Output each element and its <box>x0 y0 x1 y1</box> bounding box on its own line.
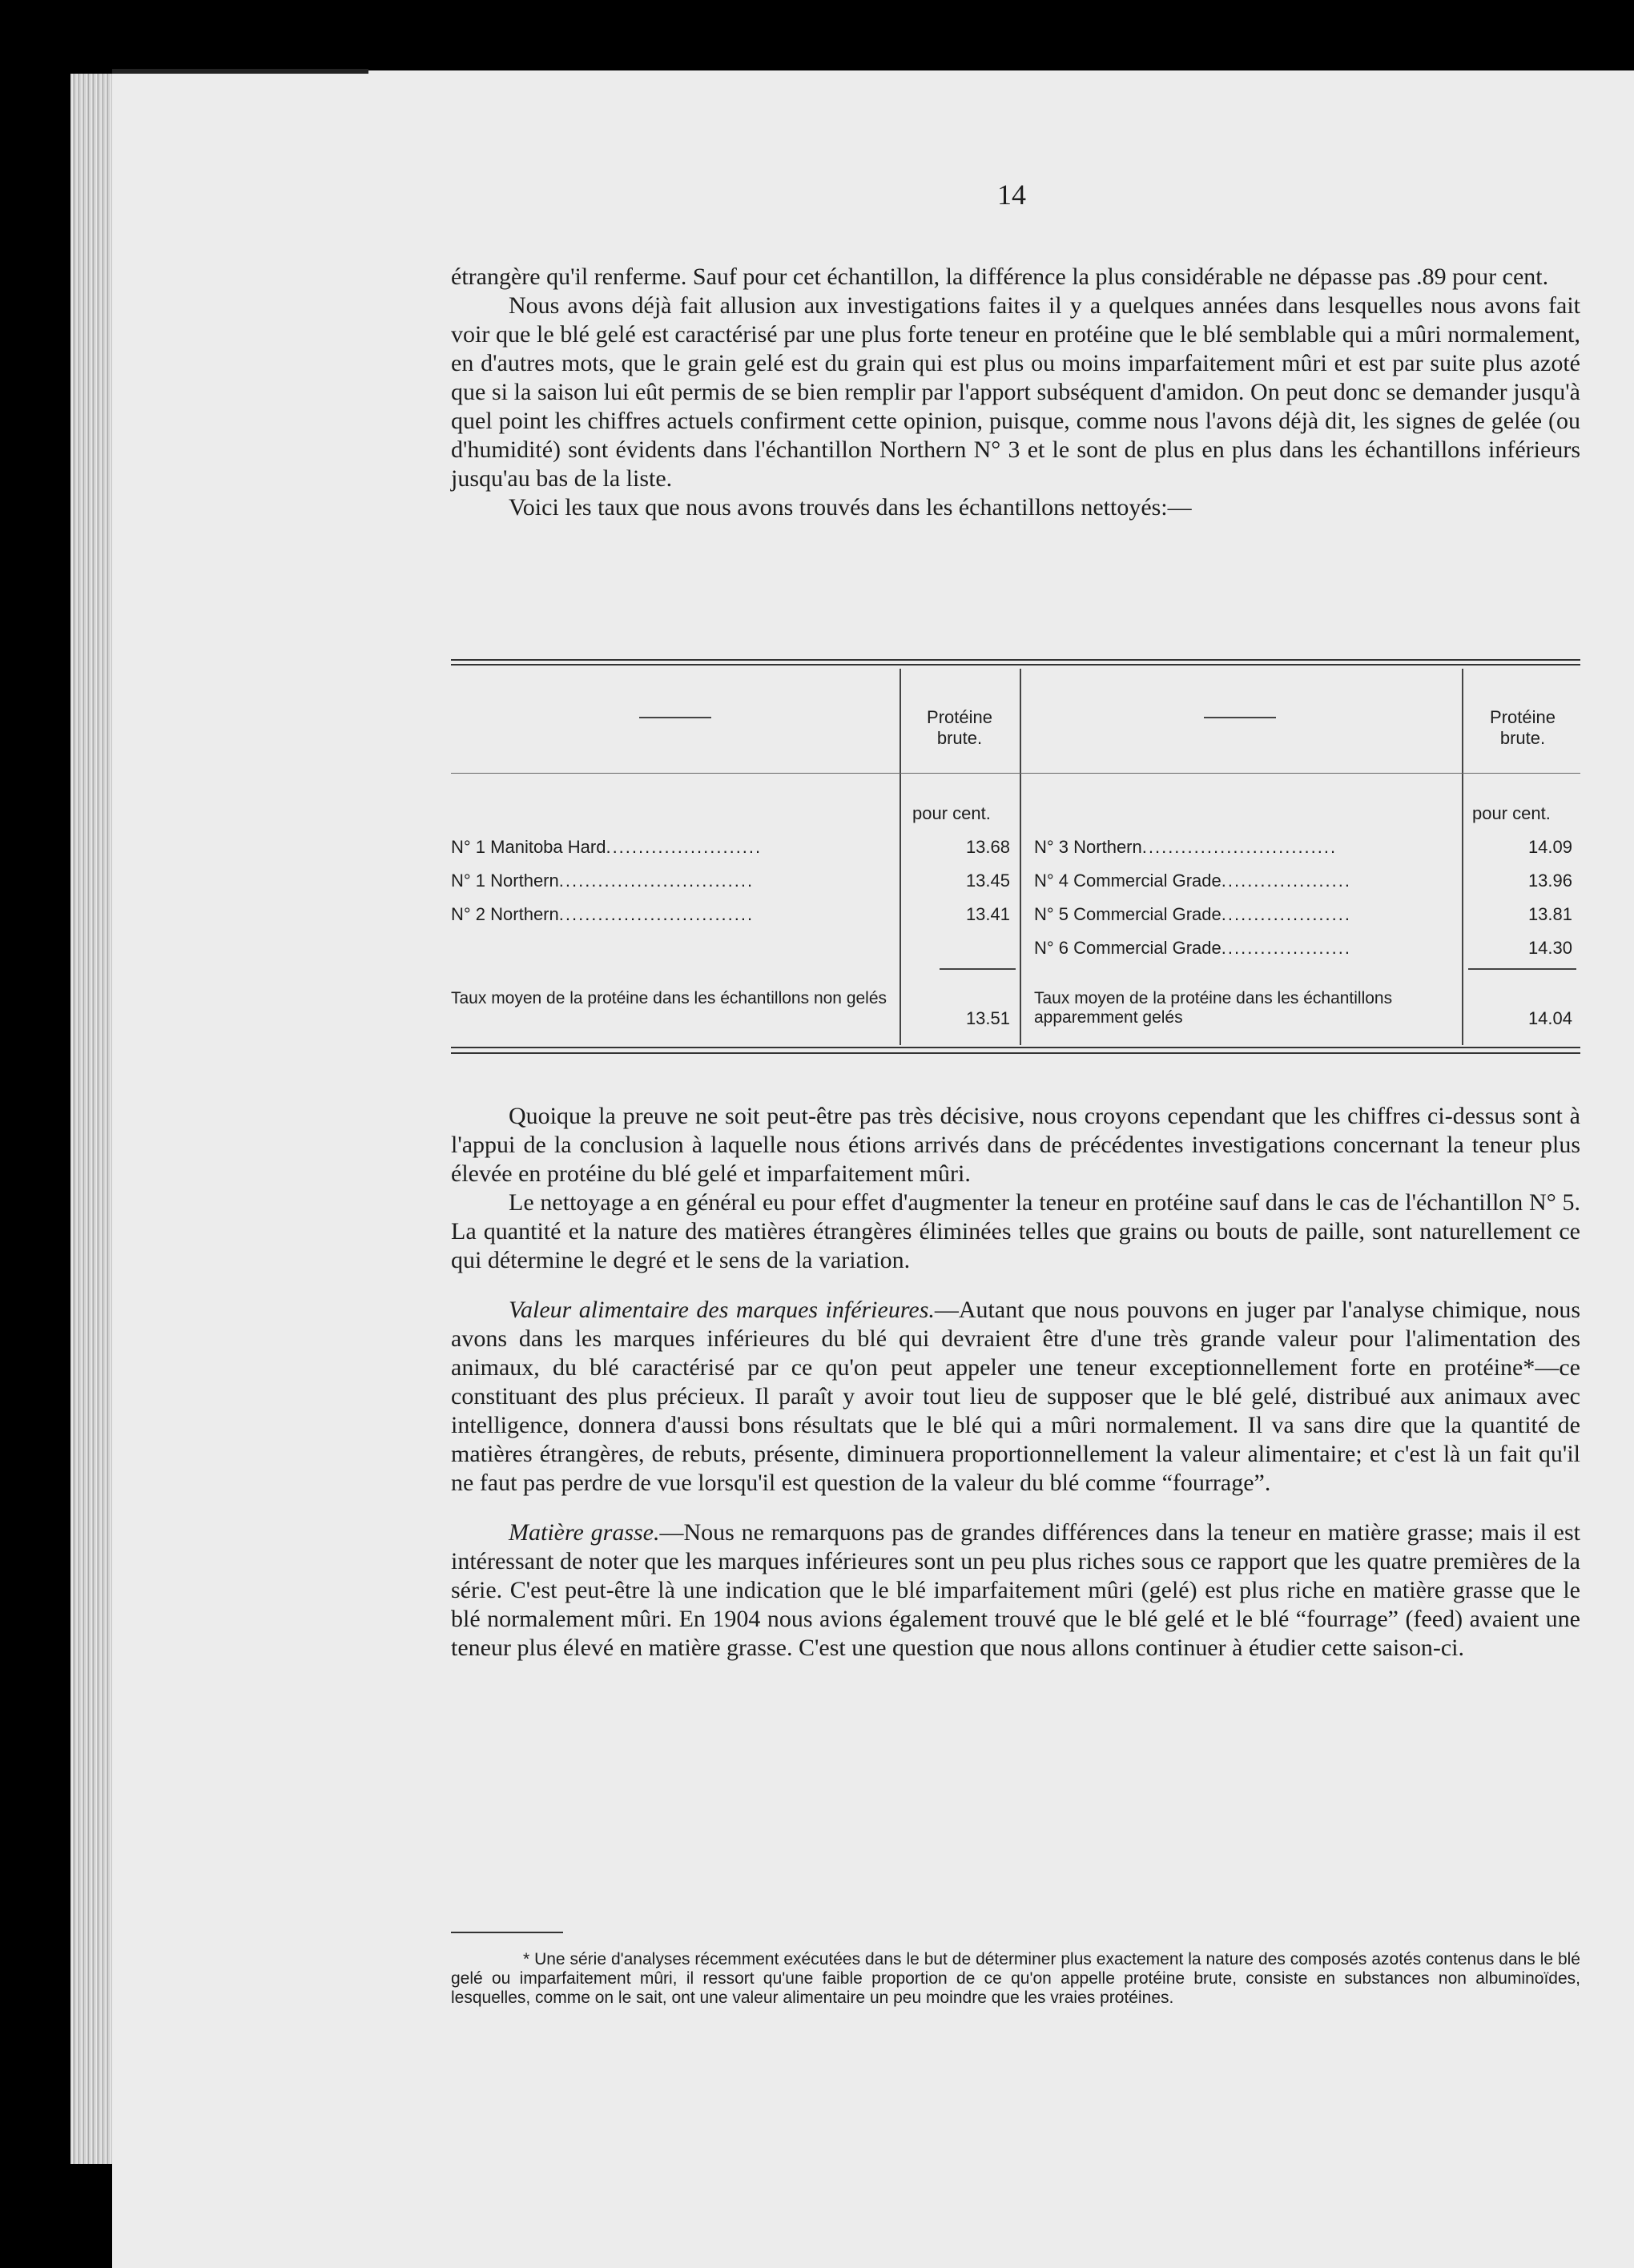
page-stack-edges <box>70 74 119 2164</box>
table-top-rule-2 <box>451 664 1580 666</box>
table-bottom-rule <box>451 1047 1580 1048</box>
paragraph-5: Le nettoyage a en général eu pour effet d'augmenter la teneur en protéine sauf dans le cas de l'échantillon N° 5. La quantité et la nature des matières étrangères éliminées telles que grains ou bouts de paille, sont naturellement ce qui détermine le degré et le sens de la variation. <box>451 1189 1580 1273</box>
unit-left: pour cent. <box>912 803 991 823</box>
average-right-value: 14.04 <box>1527 1008 1572 1028</box>
table-row-label: N° 3 Northern.............................. <box>1034 837 1338 857</box>
paragraph-3: Voici les taux que nous avons trouvés dans les échantillons nettoyés:— <box>509 494 1192 521</box>
table-row-label: N° 5 Commercial Grade.................... <box>1034 904 1351 924</box>
table-row-value: 13.96 <box>1527 871 1572 891</box>
table-row-label: N° 1 Manitoba Hard........................ <box>451 837 763 857</box>
header-protein-left: Protéine brute. <box>927 707 992 748</box>
paragraph-2: Nous avons déjà fait allusion aux investigations faites il y a quelques années dans lesquelles nous avons fait voir que le blé gelé est caractérisé par une plus forte teneur en protéine que le blé semblable qui a mûri normalement, en d'autres mots, que le grain gelé est du grain qui est plus ou moins imparfaitement mûri et est par suite plus azoté que si la saison lui eût permis de se bien remplir par l'apport subséquent d'amidon. On peut donc se demander jusqu'à quel point les chiffres actuels confirment cette opinion, puisque, comme nous l'avons déjà dit, les signes de gelée (ou d'humidité) sont évidents dans l'échantillon Northern N° 3 et le sont de plus en plus dans les échantillons inférieurs jusqu'au bas de la liste. <box>451 292 1580 492</box>
subtotal-rule <box>940 968 1016 970</box>
section-title: Valeur alimentaire des marques inférieures. <box>509 1297 935 1323</box>
header-dash <box>639 717 711 718</box>
table-row-label: N° 1 Northern.............................. <box>451 871 755 891</box>
table-row-value: 13.41 <box>965 904 1010 924</box>
average-left-label: Taux moyen de la protéine dans les échantillons non gelés <box>451 989 887 1007</box>
table-row-value: 14.30 <box>1527 938 1572 958</box>
table-row-label: N° 4 Commercial Grade.................... <box>1034 871 1351 891</box>
table-row-value: 13.68 <box>965 837 1010 857</box>
average-right-label: Taux moyen de la protéine dans les échantillons apparemment gelés <box>1034 989 1393 1027</box>
table-top-rule <box>451 659 1580 661</box>
table-bottom-rule-2 <box>451 1052 1580 1054</box>
paragraph-4: Quoique la preuve ne soit peut-être pas très décisive, nous croyons cependant que les chiffres ci-dessus sont à l'appui de la conclusion à laquelle nous étions arrivés dans de précédentes investigations concernant la teneur plus élevée en protéine du blé gelé et imparfaitement mûri. <box>451 1103 1580 1187</box>
header-protein-right: Protéine brute. <box>1490 707 1556 748</box>
table-row-value: 13.45 <box>965 871 1010 891</box>
header-rule <box>451 773 1580 774</box>
table-row-value: 13.81 <box>1527 904 1572 924</box>
unit-right: pour cent. <box>1472 803 1551 823</box>
subtotal-rule <box>1468 968 1576 970</box>
footnote-rule <box>451 1932 563 1933</box>
section-title: Matière grasse. <box>509 1519 660 1546</box>
section-text: —Autant que nous pouvons en juger par l'analyse chimique, nous avons dans les marques inférieures du blé qui devraient être d'une très grande valeur pour l'alimentation des animaux, du blé caractérisé par ce qu'on peut appeler une teneur exceptionnellement forte en protéine*—ce constituant des plus précieux. Il paraît y avoir tout lieu de supposer que le blé gelé, distribué aux animaux avec intelligence, donnera d'aussi bons résultats que le blé qui a mûri normalement. Il va sans dire que la quantité de matières étrangères, de rebuts, présente, diminuera proportionnellement la valeur alimentaire; et c'est là un fait qu'il ne faut pas perdre de vue lorsqu'il est question de la valeur du blé comme “fourrage”. <box>451 1297 1580 1496</box>
page-number: 14 <box>997 179 1026 211</box>
header-dash <box>1204 717 1276 718</box>
paragraph-1: étrangère qu'il renferme. Sauf pour cet échantillon, la différence la plus considérable ne dépasse pas .89 pour cent. <box>451 263 1549 290</box>
binding-edge <box>112 69 368 74</box>
table-divider <box>1020 669 1021 1045</box>
footnote: * Une série d'analyses récemment exécutées dans le but de déterminer plus exactement la nature des composés azotés contenus dans le blé gelé ou imparfaitement mûri, il ressort qu'une faible proportion de ce qu'on appelle protéine brute, consiste en substances non albuminoïdes, lesquelles, comme on le sait, ont une valeur alimentaire un peu moindre que les vraies protéines. <box>451 1950 1580 2007</box>
table-row-label: N° 6 Commercial Grade.................... <box>1034 938 1351 958</box>
table-divider <box>1462 669 1463 1045</box>
body-top <box>451 263 1580 522</box>
section-matiere-grasse <box>451 1518 1580 1663</box>
table-row-label: N° 2 Northern.............................. <box>451 904 755 924</box>
section-text: —Nous ne remarquons pas de grandes différences dans la teneur en matière grasse; mais il est intéressant de noter que les marques inférieures sont un peu plus riches sous ce rapport que les quatre premières de la série. C'est peut-être là une indication que le blé imparfaitement mûri (gelé) est plus riche en matière grasse que le blé normalement mûri. En 1904 nous avions également trouvé que le blé gelé et le blé “fourrage” (feed) avaient une teneur plus élevé en matière grasse. C'est une question que nous allons continuer à étudier cette saison-ci. <box>451 1519 1580 1661</box>
section-valeur-alimentaire <box>451 1296 1580 1498</box>
table-row-value: 14.09 <box>1527 837 1572 857</box>
body-bottom <box>451 1102 1580 1663</box>
protein-table <box>451 659 1580 1056</box>
table-divider <box>900 669 901 1045</box>
average-left-value: 13.51 <box>965 1008 1010 1028</box>
